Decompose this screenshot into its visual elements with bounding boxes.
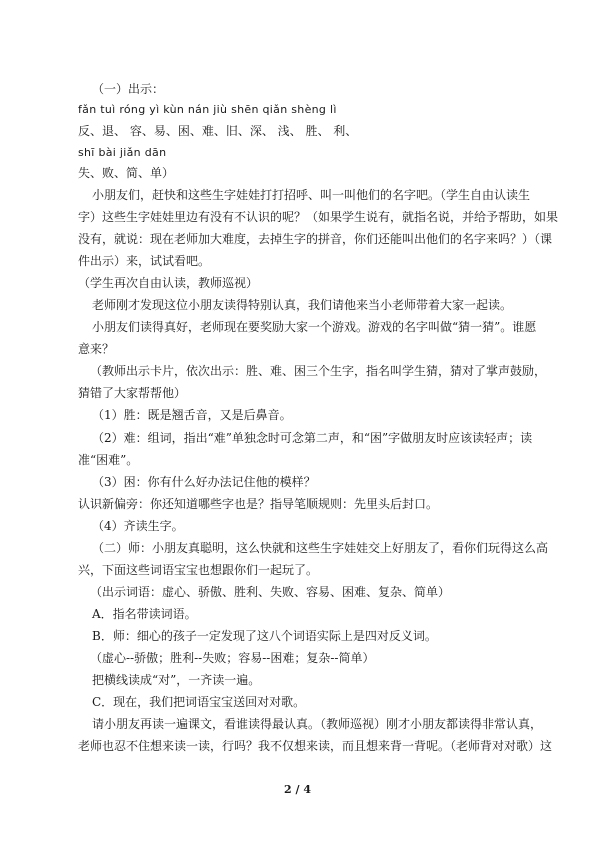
list-item: A．指名带读词语。 (92, 607, 197, 621)
paragraph-line: （学生再次自由认读，教师巡视） (78, 276, 259, 290)
paragraph-line: （出示词语：虚心、骄傲、胜利、失败、容易、困难、复杂、简单） (90, 585, 451, 599)
paragraph-line: 准“困难”。 (78, 453, 139, 467)
list-item: （1）胜：既是翘舌音，又是后鼻音。 (92, 408, 292, 422)
paragraph-line: 认识新偏旁：你还知道哪些字也是？指导笔顺规则：先里头后封口。 (78, 497, 439, 511)
pinyin-line: fǎn tuì róng yì kùn nán jiù shēn qiǎn shèng lì (78, 103, 337, 116)
paragraph-line: 猜错了大家帮帮他） (78, 386, 187, 400)
characters-line: 失、败、简、单） (78, 166, 175, 180)
paragraph-line: （教师出示卡片，依次出示：胜、难、困三个生字，指名叫学生猜，猜对了掌声鼓励， (90, 364, 547, 378)
paragraph-line: 小朋友们，赶快和这些生字娃娃打打招呼、叫一叫他们的名字吧。（学生自由认读生 (92, 188, 531, 202)
paragraph-line: 没有，就说：现在老师加大难度，去掉生字的拼音，你们还能叫出他们的名字来吗？）（课 (78, 232, 553, 246)
paragraph-line: 老师也忍不住想来读一读，行吗？我不仅想来读，而且想来背一背呢。（老师背对对歌）这 (78, 739, 553, 753)
paragraph-line: 兴，下面这些词语宝宝也想跟你们一起玩了。 (78, 563, 319, 577)
pinyin-line: shī bài jiǎn dān (78, 146, 167, 159)
list-item: B．师：细心的孩子一定发现了这八个词语实际上是四对反义词。 (92, 629, 437, 643)
paragraph-line: （虚心--骄傲；胜利--失败；容易--困难；复杂--简单） (90, 651, 375, 665)
paragraph-line: 把横线读成“对”，一齐读一遍。 (92, 673, 261, 687)
characters-line: 反、退、 容、易、困、难、旧、深、 浅、 胜、 利、 (78, 124, 358, 138)
list-item: （4）齐读生字。 (92, 519, 184, 533)
list-item: （2）难：组词，指出“难”单独念时可念第二声，和“困”字做朋友时应该读轻声；读 (92, 431, 533, 445)
page-number: 2 / 4 (284, 783, 311, 796)
paragraph-line: 字）这些生字娃娃里边有没有不认识的呢？（如果学生说有，就指名说，并给予帮助，如果 (78, 210, 559, 224)
list-item: （3）困：你有什么好办法记住他的模样？ (92, 475, 316, 489)
paragraph-line: 件出示）来，试试看吧。 (78, 254, 211, 268)
paragraph-line: 老师刚才发现这位小朋友读得特别认真，我们请他来当小老师带着大家一起读。 (92, 298, 513, 312)
paragraph-line: 请小朋友再读一遍课文，看谁读得最认真。（教师巡视）刚才小朋友都读得非常认真， (92, 717, 543, 731)
section-heading: （二）师：小朋友真聪明，这么快就和这些生字娃娃交上好朋友了，看你们玩得这么高 (92, 541, 549, 555)
list-item: C．现在，我们把词语宝宝送回对对歌。 (92, 695, 306, 709)
paragraph-line: 意来？ (78, 342, 115, 356)
paragraph-line: 小朋友们读得真好，老师现在要奖励大家一个游戏。游戏的名字叫做“猜一猜”。谁愿 (92, 320, 537, 334)
section-heading: （一）出示： (92, 82, 165, 96)
